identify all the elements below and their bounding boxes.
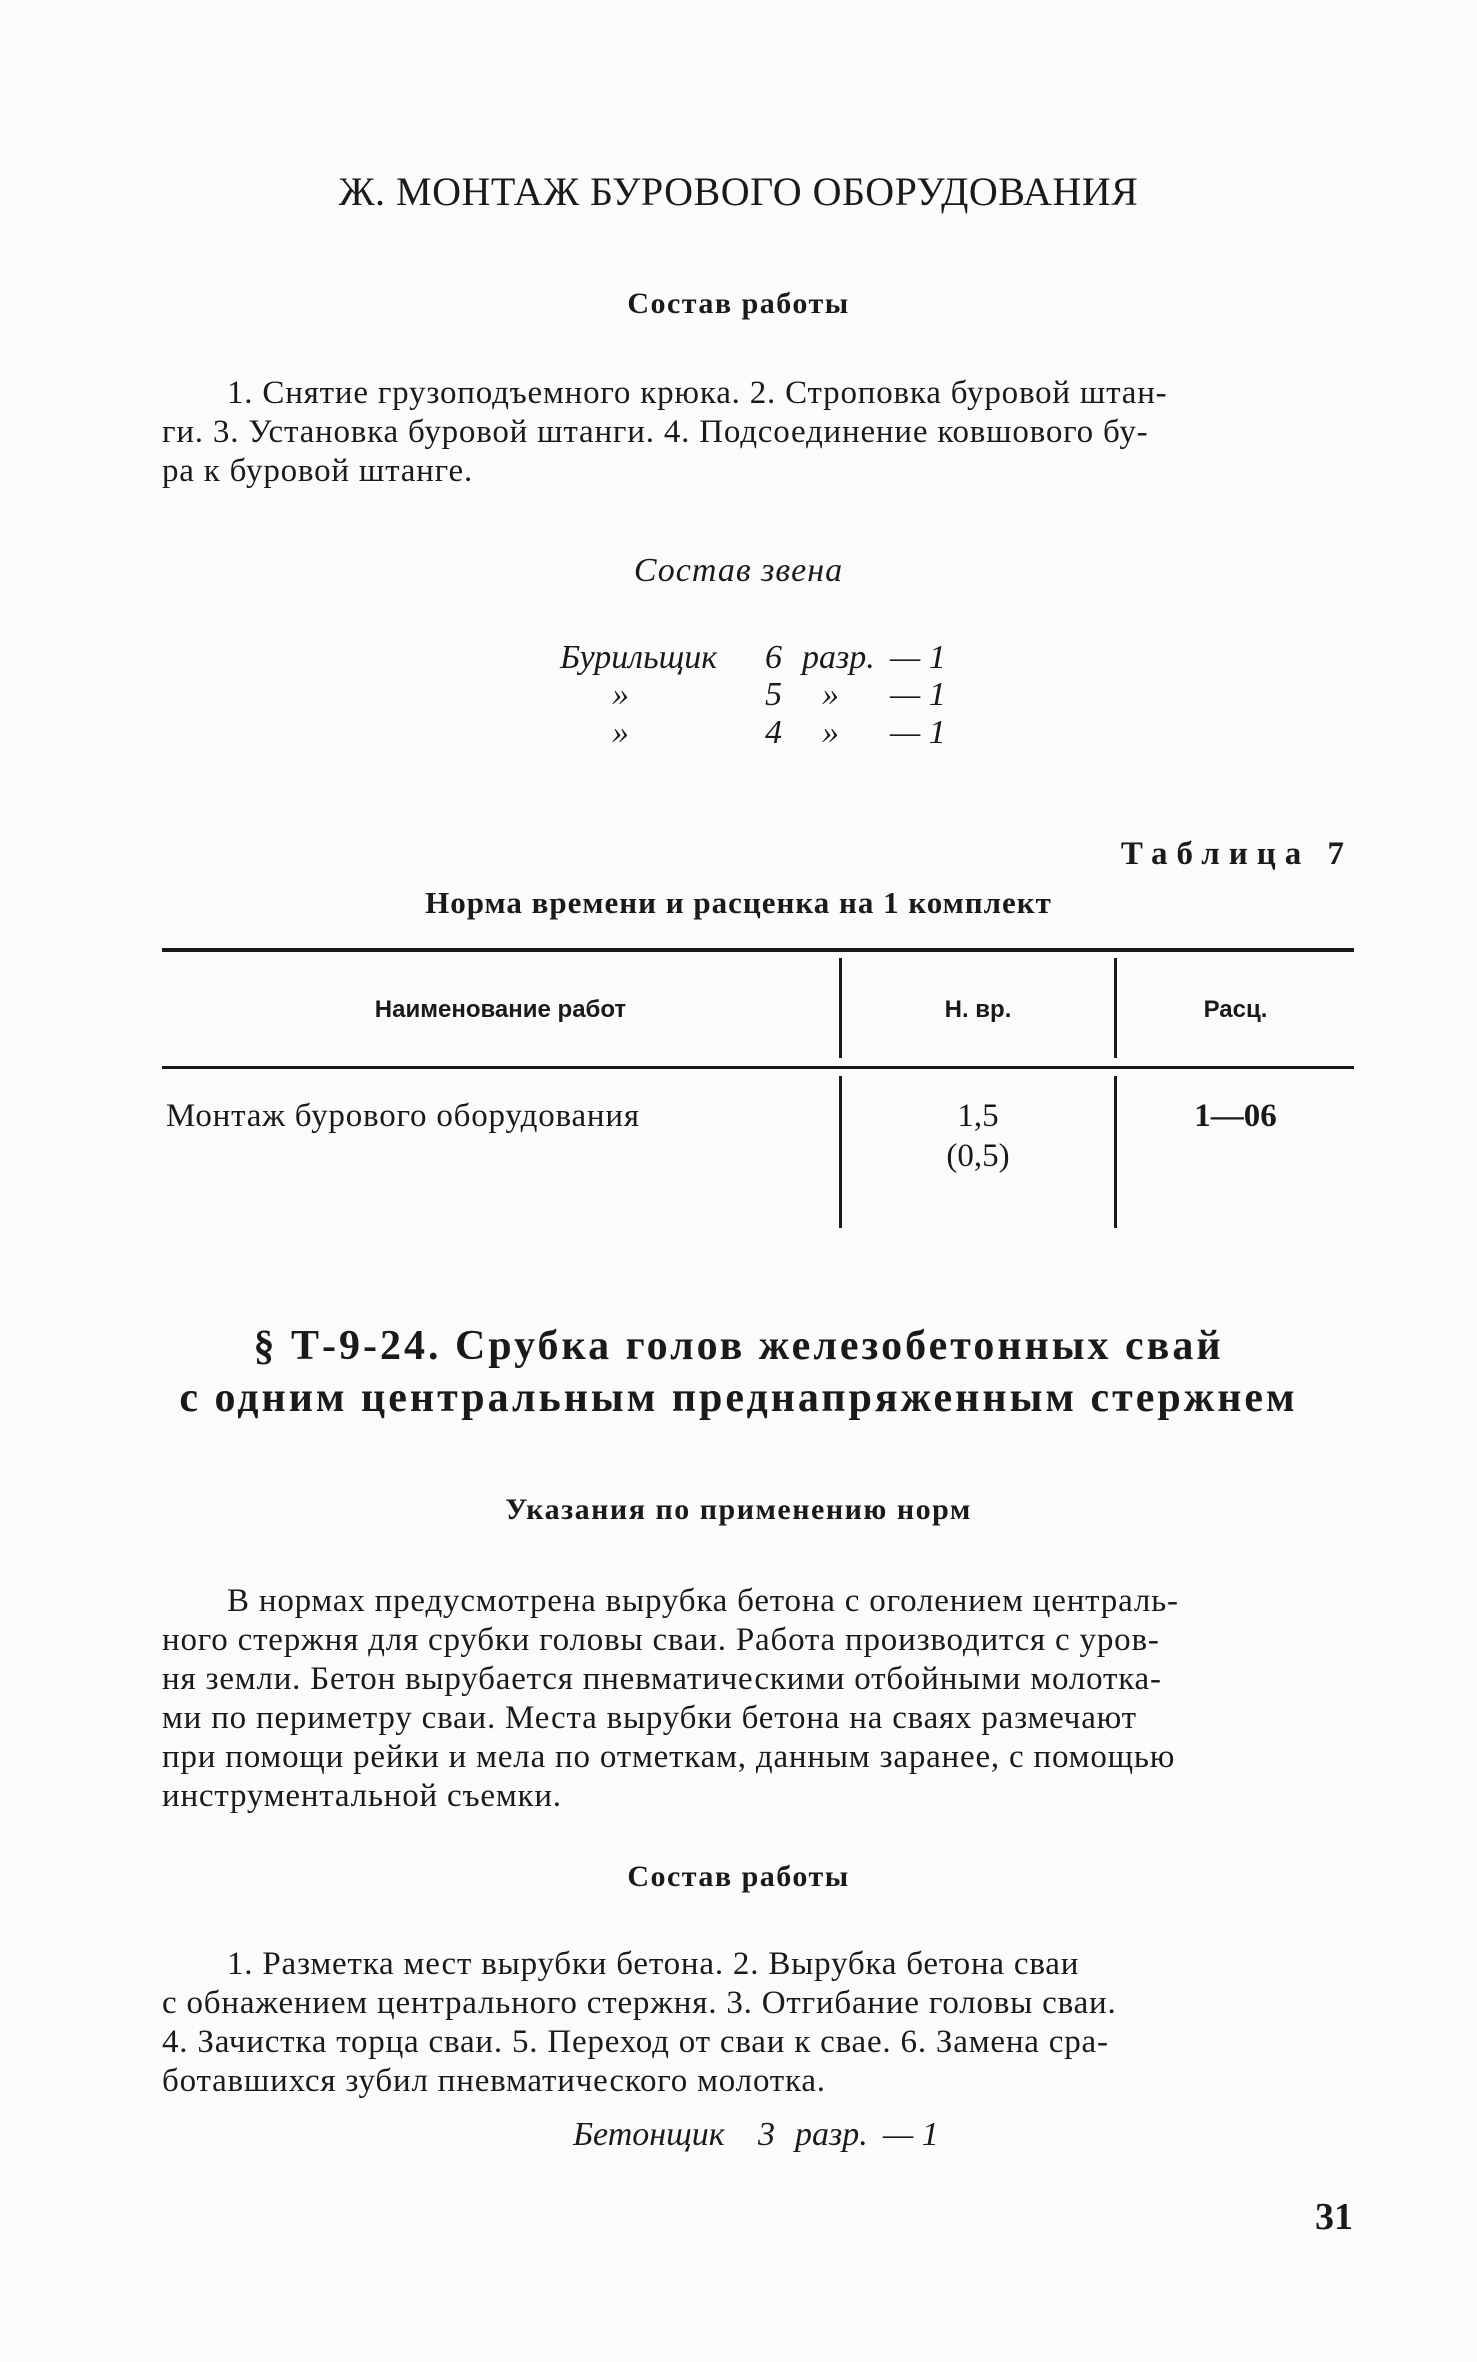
text-line: ня земли. Бетон вырубается пневматическими отбойными молотка- <box>162 1661 1162 1697</box>
crew-grade: 3 <box>758 2116 775 2153</box>
text-line: 1. Разметка мест вырубки бетона. 2. Вырубка бетона сваи <box>227 1946 1080 1982</box>
instructions-heading: Указания по применению норм <box>505 1493 972 1526</box>
text-line: ми по периметру сваи. Места вырубки бетона на сваях размечают <box>162 1700 1137 1736</box>
table-header-name: Наименование работ <box>374 996 627 1023</box>
text-line: инструментальной съемки. <box>162 1778 562 1814</box>
table-cell-rate: 1—06 <box>1194 1098 1277 1134</box>
text-line: ги. 3. Установка буровой штанги. 4. Подсоединение ковшового бу- <box>162 414 1149 450</box>
crew-profession: Бурильщик <box>560 639 718 676</box>
crew-count: — 1 <box>890 714 946 751</box>
crew-count: — 1 <box>890 639 946 676</box>
text-line: ра к буровой штанге. <box>162 453 474 489</box>
text-line: В нормах предусмотрена вырубка бетона с оголением централь- <box>227 1583 1179 1619</box>
crew-unit: разр. <box>795 2116 868 2153</box>
text-line: при помощи рейки и мела по отметкам, данным заранее, с помощью <box>162 1739 1176 1775</box>
crew-unit: » <box>822 714 839 751</box>
crew-row <box>573 2117 973 2157</box>
text-line: с обнажением центрального стержня. 3. Отгибание головы сваи. <box>162 1985 1117 2021</box>
page-number: 31 <box>1315 2196 1353 2238</box>
crew-grade: 4 <box>765 714 782 751</box>
crew-count: — 1 <box>883 2116 939 2153</box>
text-line: ного стержня для срубки головы сваи. Работа производится с уров- <box>162 1622 1160 1658</box>
text-line: 4. Зачистка торца сваи. 5. Переход от сваи к свае. 6. Замена сра- <box>162 2024 1109 2060</box>
work-composition-text <box>162 1945 1354 2101</box>
crew-grade: 5 <box>765 676 782 713</box>
crew-grade: 6 <box>765 639 782 676</box>
table-top-rule <box>162 948 1354 952</box>
paragraph-title <box>0 1320 1477 1424</box>
table-caption: Таблица 7 <box>1120 836 1353 872</box>
crew-unit: разр. <box>802 639 875 676</box>
table-cell-work-name: Монтаж бурового оборудования <box>166 1098 640 1134</box>
text-line: 1. Снятие грузоподъемного крюка. 2. Строповка буровой штан- <box>227 375 1168 411</box>
work-composition-heading: Состав работы <box>627 287 850 320</box>
crew-profession: » <box>612 714 629 751</box>
table-subcaption: Норма времени и расценка на 1 комплект <box>425 885 1052 920</box>
table-header-norm: Н. вр. <box>944 996 1012 1023</box>
section-title: Ж. МОНТАЖ БУРОВОГО ОБОРУДОВАНИЯ <box>338 169 1139 214</box>
instructions-text <box>162 1582 1354 1816</box>
crew-row <box>560 715 980 755</box>
crew-row <box>560 677 980 717</box>
crew-profession: » <box>612 676 629 713</box>
table-cell-norm: 1,5 <box>957 1098 999 1134</box>
work-composition-text <box>162 374 1354 491</box>
text-line: ботавшихся зубил пневматического молотка. <box>162 2063 826 2099</box>
norms-table <box>162 948 1354 1238</box>
table-header-rule <box>162 1066 1354 1069</box>
paragraph-title-line: с одним центральным преднапряженным стержнем <box>179 1375 1298 1421</box>
crew-count: — 1 <box>890 676 946 713</box>
crew-row <box>560 640 980 680</box>
table-header-rate: Расц. <box>1203 996 1268 1023</box>
crew-heading: Состав звена <box>633 552 844 589</box>
crew-profession: Бетонщик <box>573 2116 725 2153</box>
table-cell-norm-alt: (0,5) <box>946 1138 1010 1174</box>
paragraph-title-line: § Т-9-24. Срубка голов железобетонных свай <box>253 1323 1224 1369</box>
work-composition-heading: Состав работы <box>627 1860 850 1893</box>
crew-unit: » <box>822 676 839 713</box>
